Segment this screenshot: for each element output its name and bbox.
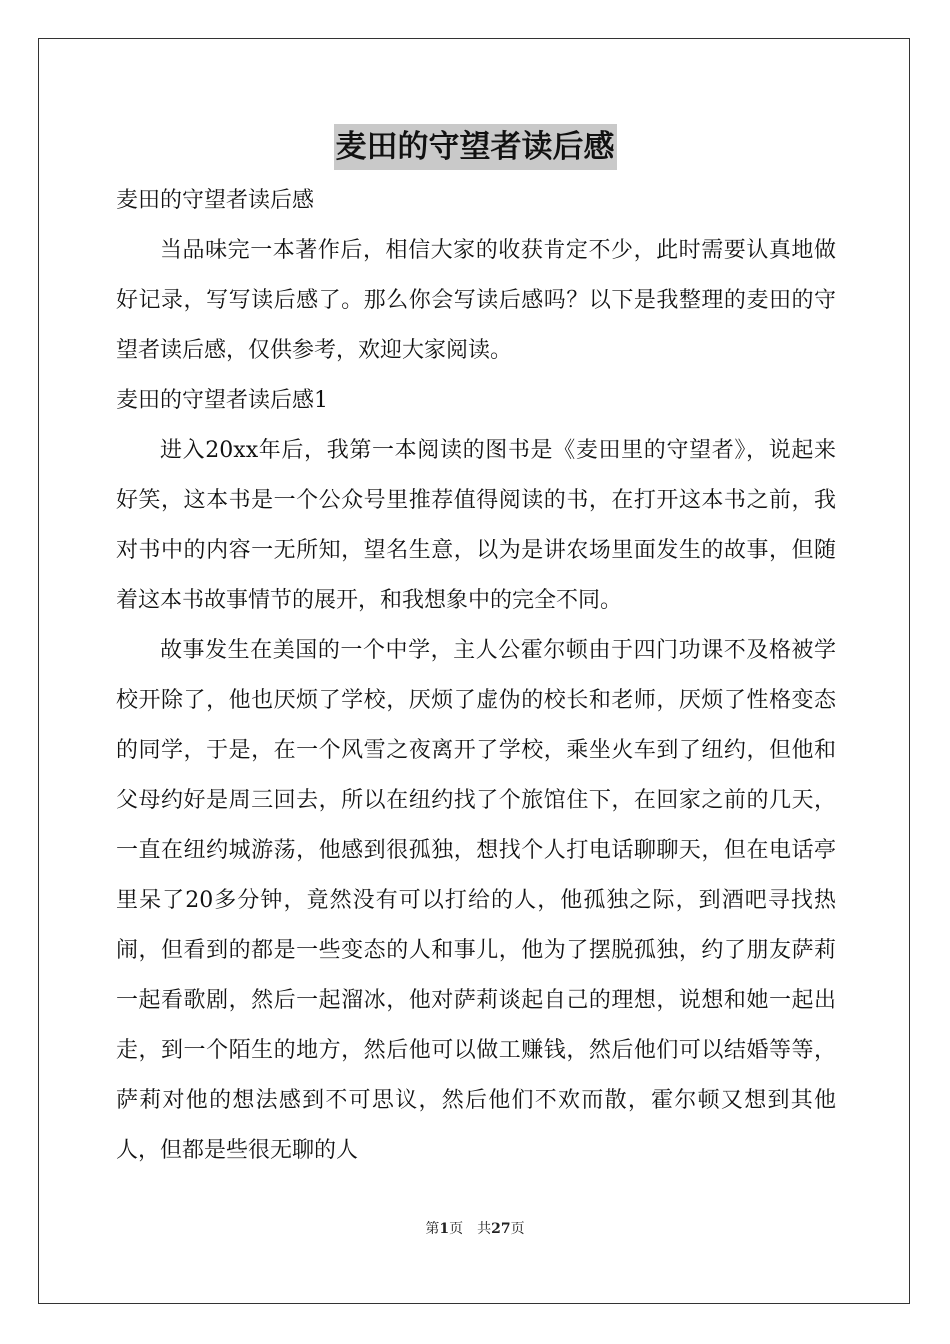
page-number: 1 [439, 1221, 450, 1237]
body-paragraph: 当品味完一本著作后，相信大家的收获肯定不少，此时需要认真地做好记录，写写读后感了。那么你会写读后感吗？以下是我整理的麦田的守望者读后感，仅供参考，欢迎大家阅读。 [116, 238, 836, 363]
page-suffix: 页 [449, 1221, 464, 1237]
body-paragraph: 进入20xx年后，我第一本阅读的图书是《麦田里的守望者》，说起来好笑，这本书是一个公众号里推荐值得阅读的书，在打开这本书之前，我对书中的内容一无所知，望名生意，以为是讲农场里面发生的故事，但随着这本书故事情节的展开，和我想象中的完全不同。 [116, 438, 836, 613]
body-paragraph: 故事发生在美国的一个中学，主人公霍尔顿由于四门功课不及格被学校开除了，他也厌烦了学校，厌烦了虚伪的校长和老师，厌烦了性格变态的同学，于是，在一个风雪之夜离开了学校，乘坐火车到了纽约，但他和父母约好是周三回去，所以在纽约找了个旅馆住下，在回家之前的几天，一直在纽约城游荡，他感到很孤独，想找个人打电话聊聊天，但在电话亭里呆了20多分钟，竟然没有可以打给的人，他孤独之际，到酒吧寻找热闹，但看到的都是一些变态的人和事儿，他为了摆脱孤独，约了朋友萨莉一起看歌剧，然后一起溜冰，他对萨莉谈起自己的理想，说想和她一起出走，到一个陌生的地方，然后他可以做工赚钱，然后他们可以结婚等等，萨莉对他的想法感到不可思议，然后他们不欢而散，霍尔顿又想到其他人，但都是些很无聊的人 [116, 638, 836, 1163]
document-body [116, 176, 836, 1176]
page-title: 麦田的守望者读后感 [334, 124, 617, 170]
total-suffix: 页 [510, 1221, 525, 1237]
section-heading: 麦田的守望者读后感1 [116, 388, 328, 413]
page-footer [0, 1218, 950, 1238]
section-heading: 麦田的守望者读后感 [116, 188, 315, 213]
title-block [0, 124, 950, 170]
total-prefix: 共 [477, 1221, 492, 1237]
total-pages: 27 [491, 1221, 511, 1237]
page-prefix: 第 [425, 1221, 440, 1237]
